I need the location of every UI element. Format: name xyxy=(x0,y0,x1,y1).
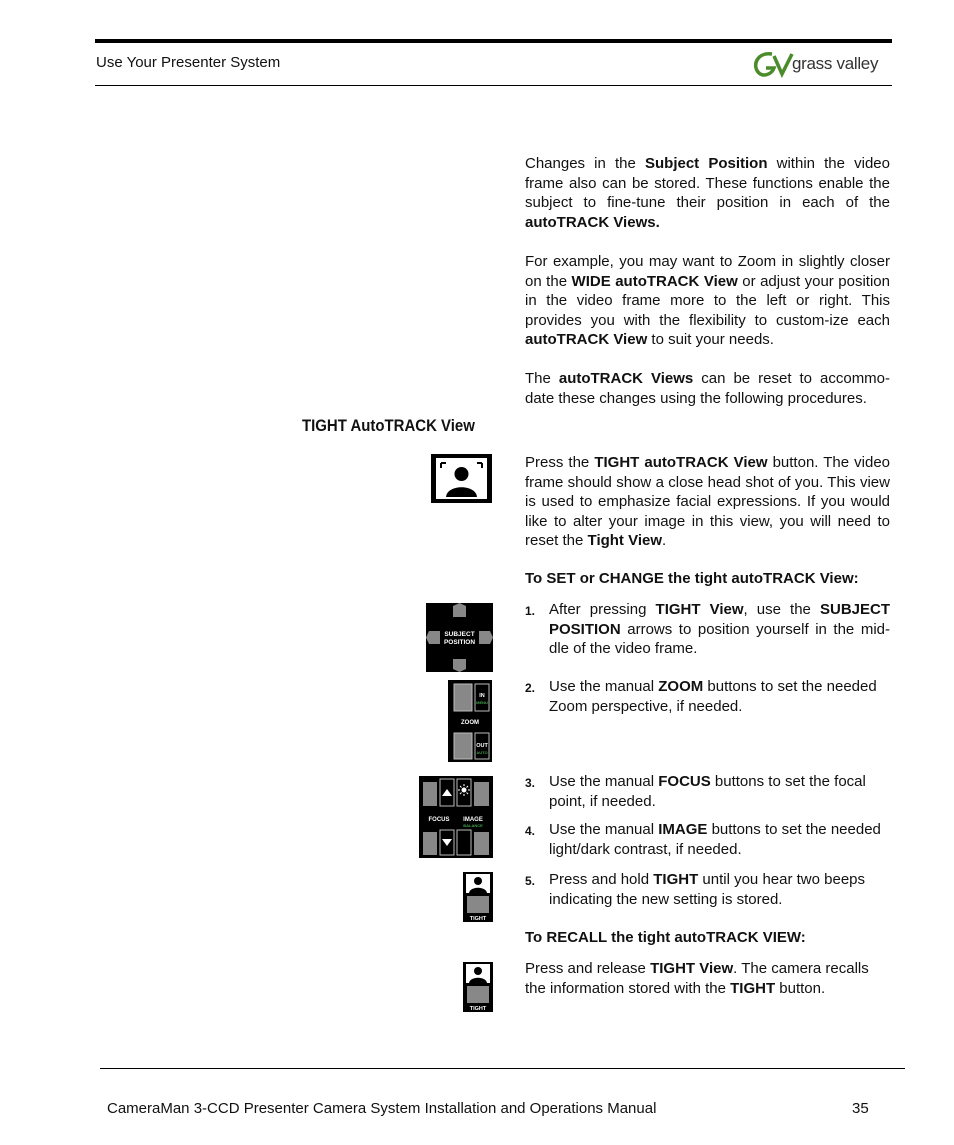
tight-button-small-icon-2 xyxy=(463,962,493,1012)
intro-paragraph-2 xyxy=(525,252,890,350)
step-1-text xyxy=(549,600,890,659)
step-3-text xyxy=(549,772,890,811)
text-run: Press and hold xyxy=(549,871,654,888)
text-run: After pressing xyxy=(549,601,656,618)
step-4-number: 4. xyxy=(525,824,536,838)
header-bottom-rule xyxy=(95,85,892,86)
bold-run: FOCUS xyxy=(658,773,711,790)
tight-label-2: TIGHT xyxy=(469,1006,487,1012)
logo-text: grass valley xyxy=(792,54,879,73)
zoom-in-sub-label: MENU xyxy=(476,700,488,705)
text-run: . The camera recalls the information stored with the xyxy=(525,960,869,997)
text-run: Changes in the xyxy=(525,155,645,172)
bold-run: autoTRACK Views. xyxy=(525,213,660,231)
text-run: buttons to set the needed Zoom perspective, if needed. xyxy=(549,678,877,715)
tight-view-button-icon xyxy=(431,454,492,503)
step-2-number: 2. xyxy=(525,681,536,695)
zoom-buttons-icon xyxy=(448,680,492,762)
bold-run: autoTRACK View xyxy=(525,331,648,348)
step-4-text xyxy=(549,820,890,859)
text-run: until you hear two beeps indicating the new setting is stored. xyxy=(549,871,866,908)
bold-run: Tight View xyxy=(587,532,663,549)
text-run: button. xyxy=(775,979,826,997)
step-4 xyxy=(525,820,890,859)
focus-label: FOCUS xyxy=(428,817,450,823)
step-5 xyxy=(525,870,890,909)
zoom-out-label: OUT xyxy=(476,743,488,749)
tight-intro-paragraph xyxy=(525,453,890,551)
intro-paragraph-3 xyxy=(525,369,890,408)
step-1 xyxy=(525,600,890,659)
text-run: Use the manual xyxy=(549,678,659,695)
zoom-in-label: IN xyxy=(479,693,485,699)
header-top-rule xyxy=(95,39,892,43)
bold-run: IMAGE xyxy=(658,821,708,838)
step-2 xyxy=(525,677,890,716)
bold-run: ZOOM xyxy=(658,678,704,695)
footer-rule xyxy=(100,1068,905,1069)
recall-paragraph xyxy=(525,959,890,998)
text-run: or adjust your position in the video frame more to the left or right. This provides you with the flexibility to custom-ize each xyxy=(525,272,890,329)
bold-run: autoTRACK Views xyxy=(558,370,694,387)
section-heading: TIGHT AutoTRACK View xyxy=(302,416,475,435)
focus-image-buttons-icon xyxy=(419,776,493,858)
set-heading: To SET or CHANGE the tight autoTRACK View: xyxy=(525,570,859,587)
step-1-number: 1. xyxy=(525,604,536,618)
header-title: Use Your Presenter System xyxy=(96,54,281,71)
text-run: within the video frame also can be stored. These functions enable the subject to fine-tune their position in each of the xyxy=(525,155,890,211)
subject-position-buttons-icon xyxy=(426,603,493,672)
subject-position-label-line1: SUBJECT xyxy=(444,631,475,638)
footer-title: CameraMan 3-CCD Presenter Camera System Installation and Operations Manual xyxy=(107,1100,657,1117)
text-run: buttons to set the needed light/dark contrast, if needed. xyxy=(549,821,881,858)
step-3-number: 3. xyxy=(525,776,536,790)
text-run: Press and release xyxy=(525,960,651,977)
bold-run: TIGHT xyxy=(730,979,776,997)
step-5-text xyxy=(549,870,890,909)
text-run: , use the xyxy=(743,601,820,618)
tight-button-small-icon xyxy=(463,872,493,922)
bold-run: TIGHT View xyxy=(655,601,744,618)
subject-position-label-line2: POSITION xyxy=(443,639,476,646)
bold-run: Subject Position xyxy=(645,155,768,172)
bold-run: TIGHT xyxy=(653,871,699,888)
gv-logo-icon xyxy=(750,50,794,80)
recall-heading: To RECALL the tight autoTRACK VIEW: xyxy=(525,929,806,946)
text-run: button. The video frame should show a close head shot of you. This view is used to emphasize facial expressions. If you would like to alter your image in this view, you will need to reset the xyxy=(525,454,891,549)
intro-paragraph-1 xyxy=(525,154,890,232)
text-run: to suit your needs. xyxy=(647,331,774,348)
zoom-out-sub-label: AUTO xyxy=(476,750,488,755)
zoom-label: ZOOM xyxy=(461,720,479,726)
grass-valley-logo xyxy=(750,50,890,80)
text-run: buttons to set the focal point, if needed. xyxy=(549,773,866,810)
text-run: Use the manual xyxy=(549,773,659,790)
tight-label: TIGHT xyxy=(469,916,487,922)
text-run: The xyxy=(525,370,559,387)
bold-run: WIDE autoTRACK View xyxy=(571,272,738,290)
text-run: Press the xyxy=(525,454,595,471)
text-run: For example, you may want to Zoom in slightly closer on the xyxy=(525,253,890,290)
step-3 xyxy=(525,772,890,811)
bold-run: TIGHT View xyxy=(650,960,734,977)
image-balance-label: BALANCE xyxy=(463,823,483,828)
text-run: can be reset to accommo-date these changes using the following procedures. xyxy=(525,370,891,407)
bold-run: SUBJECT POSITION xyxy=(549,601,890,638)
bold-run: TIGHT autoTRACK View xyxy=(594,454,768,471)
text-run: . xyxy=(662,532,667,549)
text-run: Use the manual xyxy=(549,821,659,838)
page-number: 35 xyxy=(852,1100,869,1117)
step-5-number: 5. xyxy=(525,874,536,888)
text-run: arrows to position yourself in the mid-dle of the video frame. xyxy=(549,620,890,657)
image-label: IMAGE xyxy=(463,817,483,823)
step-2-text xyxy=(549,677,890,716)
